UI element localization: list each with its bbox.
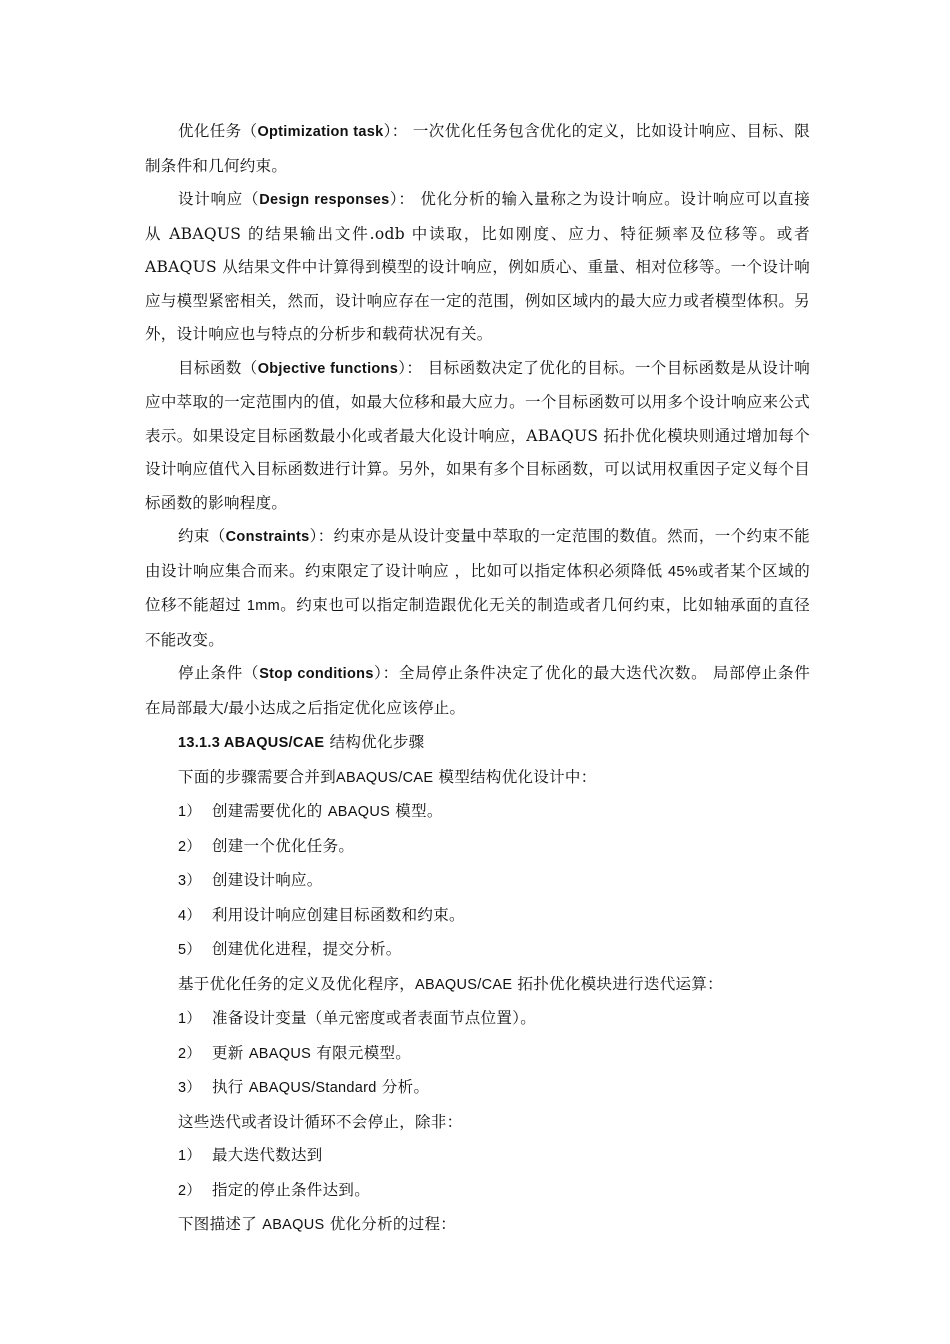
list-text: 分析。 xyxy=(376,1078,430,1096)
list-marker: 1） xyxy=(178,1148,202,1164)
list-marker: 2） xyxy=(178,1045,202,1062)
definition-text: ： 一次优化任务包含优化的定义，比如设计响应、目标、限制条件和几何约束。 xyxy=(145,122,810,175)
paragraph-objective-functions: 目标函数（Objective functions）： 目标函数决定了优化的目标。一个目标函数是从设计响应中萃取的一定范围内的值，如最大位移和最大应力。一个目标函数可以用多个设计响应来公式表示。如果设定目标函数最小化或者最大化设计响应，ABAQUS 拓扑优化模块则通过增加每个设计响应值代入目标函数进行计算。另外，如果有多个目标函数，可以试用权重因子定义每个目标函数的影响程度。 xyxy=(145,358,810,512)
list-text: 执行 xyxy=(212,1078,249,1096)
product-name: ABAQUS xyxy=(262,1217,325,1233)
intro-loop: 这些迭代或者设计循环不会停止，除非： xyxy=(178,1112,463,1131)
page-content xyxy=(145,115,810,1243)
list-item xyxy=(145,830,810,865)
definition-text: ：全局停止条件决定了优化的最大迭代次数。 局部停止条件在局部最大 xyxy=(145,664,811,717)
list-item xyxy=(145,795,810,830)
intro-figure xyxy=(145,1208,810,1243)
list-item xyxy=(145,933,810,968)
section-title: 结构优化步骤 xyxy=(324,733,425,751)
definition-text: 。约束也可以指定制造跟优化无关的制造或者几何约束，比如轴承面的直径不能改变。 xyxy=(145,596,810,649)
product-name: ABAQUS/Standard xyxy=(248,1080,377,1096)
list-text: 模型。 xyxy=(390,802,443,820)
definition-text: 或者某个区域的位移不能超过 xyxy=(145,561,810,614)
list-marker: 5） xyxy=(178,942,202,958)
product-name: ABAQUS/CAE xyxy=(415,976,513,993)
intro-text: 模型结构优化设计中： xyxy=(433,767,597,786)
section-heading xyxy=(145,726,810,761)
list-text: 利用设计响应创建目标函数和约束。 xyxy=(212,905,465,924)
list-marker: 2） xyxy=(178,1182,202,1199)
list-marker: 4） xyxy=(178,907,202,924)
term-en: Optimization task xyxy=(257,124,384,140)
list-marker: 3） xyxy=(178,1080,202,1096)
steps-list-2 xyxy=(145,1002,810,1106)
paragraph-constraints: 约束（Constraints）：约束亦是从设计变量中萃取的一定范围的数值。然而，一个约束不能由设计响应集合而来。约束限定了设计响应 ，比如可以指定体积必须降低 45%或者某个区域的位移不能超过 1mm。约束也可以指定制造跟优化无关的制造或者几何约束，比如轴承面的直径不能改变。 xyxy=(145,527,810,649)
steps-list-3 xyxy=(145,1139,810,1208)
list-text: 创建需要优化的 xyxy=(212,802,328,820)
term-en: Constraints xyxy=(225,529,310,545)
definition-text: 最小达成之后指定优化应该停止。 xyxy=(228,698,466,717)
product-name: ABAQUS/CAE xyxy=(336,769,434,786)
value-length: 1mm xyxy=(246,598,280,614)
list-item xyxy=(145,1071,810,1106)
term-zh: 设计响应 xyxy=(178,190,244,208)
paragraph-optimization-task: 优化任务（Optimization task）： 一次优化任务包含优化的定义，比如设计响应、目标、限制条件和几何约束。 xyxy=(145,122,810,175)
list-marker: 1） xyxy=(178,1011,202,1027)
list-marker: 2） xyxy=(178,838,202,855)
intro-text: 基于优化任务的定义及优化程序， xyxy=(178,974,416,993)
list-text: 准备设计变量（单元密度或者表面节点位置）。 xyxy=(212,1009,537,1027)
list-text: 指定的停止条件达到。 xyxy=(212,1180,371,1199)
intro-steps xyxy=(145,761,810,796)
list-marker: 3） xyxy=(178,873,202,889)
list-item xyxy=(145,899,810,934)
slash: / xyxy=(224,700,229,717)
intro-text: 优化分析的过程： xyxy=(324,1215,457,1233)
list-item xyxy=(145,1037,810,1072)
definition-text: ：约束亦是从设计变量中萃取的一定范围的数值。然而，一个约束不能由设计响应集合而来。约束限定了设计响应 ，比如可以指定体积必须降低 xyxy=(145,527,810,580)
term-zh: 优化任务 xyxy=(178,122,242,140)
value-percent: 45% xyxy=(668,563,698,580)
paragraph-design-responses: 设计响应（Design responses）： 优化分析的输入量称之为设计响应。设计响应可以直接从 ABAQUS 的结果输出文件.odb 中读取，比如刚度、应力、特征频率及位移等。或者 ABAQUS 从结果文件中计算得到模型的设计响应，例如质心、重量、相对位移等。一个设计响应与模型紧密相关，然而，设计响应存在一定的范围，例如区域内的最大应力或者模型体积。另外，设计响应也与特点的分析步和载荷状况有关。 xyxy=(145,190,810,343)
list-item xyxy=(145,864,810,899)
list-text: 最大迭代数达到 xyxy=(212,1146,323,1164)
list-text: 更新 xyxy=(212,1043,249,1062)
term-en: Objective functions xyxy=(257,360,399,377)
term-zh: 目标函数 xyxy=(178,358,242,377)
definition-text: ： 目标函数决定了优化的目标。一个目标函数是从设计响应中萃取的一定范围内的值，如最大位移和最大应力。一个目标函数可以用多个设计响应来公式表示。如果设定目标函数最小化或者最大化设计响应，ABAQUS 拓扑优化模块则通过增加每个设计响应值代入目标函数进行计算。另外，如果有多个目标函数，可以试用权重因子定义每个目标函数的影响程度。 xyxy=(145,358,810,512)
paragraph-stop-conditions: 停止条件（Stop conditions）：全局停止条件决定了优化的最大迭代次数。 局部停止条件在局部最大/最小达成之后指定优化应该停止。 xyxy=(145,664,811,717)
product-name: ABAQUS xyxy=(327,804,391,820)
term-en: Design responses xyxy=(259,192,390,208)
section-number: 13.1.3 ABAQUS/CAE xyxy=(178,735,325,751)
steps-list-1 xyxy=(145,795,810,968)
list-text: 创建设计响应。 xyxy=(212,871,323,889)
list-item xyxy=(145,1174,810,1209)
intro-iteration xyxy=(145,968,810,1003)
list-marker: 1） xyxy=(178,804,202,820)
term-zh: 停止条件 xyxy=(178,664,243,682)
list-text: 创建一个优化任务。 xyxy=(212,836,355,855)
list-text: 有限元模型。 xyxy=(311,1043,412,1062)
product-name: ABAQUS xyxy=(248,1045,312,1062)
intro-text: 拓扑优化模块进行迭代运算： xyxy=(512,974,723,993)
list-item xyxy=(145,1139,810,1174)
term-en: Stop conditions xyxy=(259,666,374,682)
list-item xyxy=(145,1002,810,1037)
intro-text: 下面的步骤需要合并到 xyxy=(178,767,337,786)
definition-text: ： 优化分析的输入量称之为设计响应。设计响应可以直接从 ABAQUS 的结果输出文件.odb 中读取，比如刚度、应力、特征频率及位移等。或者 ABAQUS 从结果文件中计算得到模型的设计响应，例如质心、重量、相对位移等。一个设计响应与模型紧密相关，然而，设计响应存在一定的范围，例如区域内的最大应力或者模型体积。另外，设计响应也与特点的分析步和载荷状况有关。 xyxy=(145,190,810,343)
list-text: 创建优化进程，提交分析。 xyxy=(212,940,402,958)
intro-text: 下图描述了 xyxy=(178,1215,263,1233)
term-zh: 约束 xyxy=(178,527,210,545)
